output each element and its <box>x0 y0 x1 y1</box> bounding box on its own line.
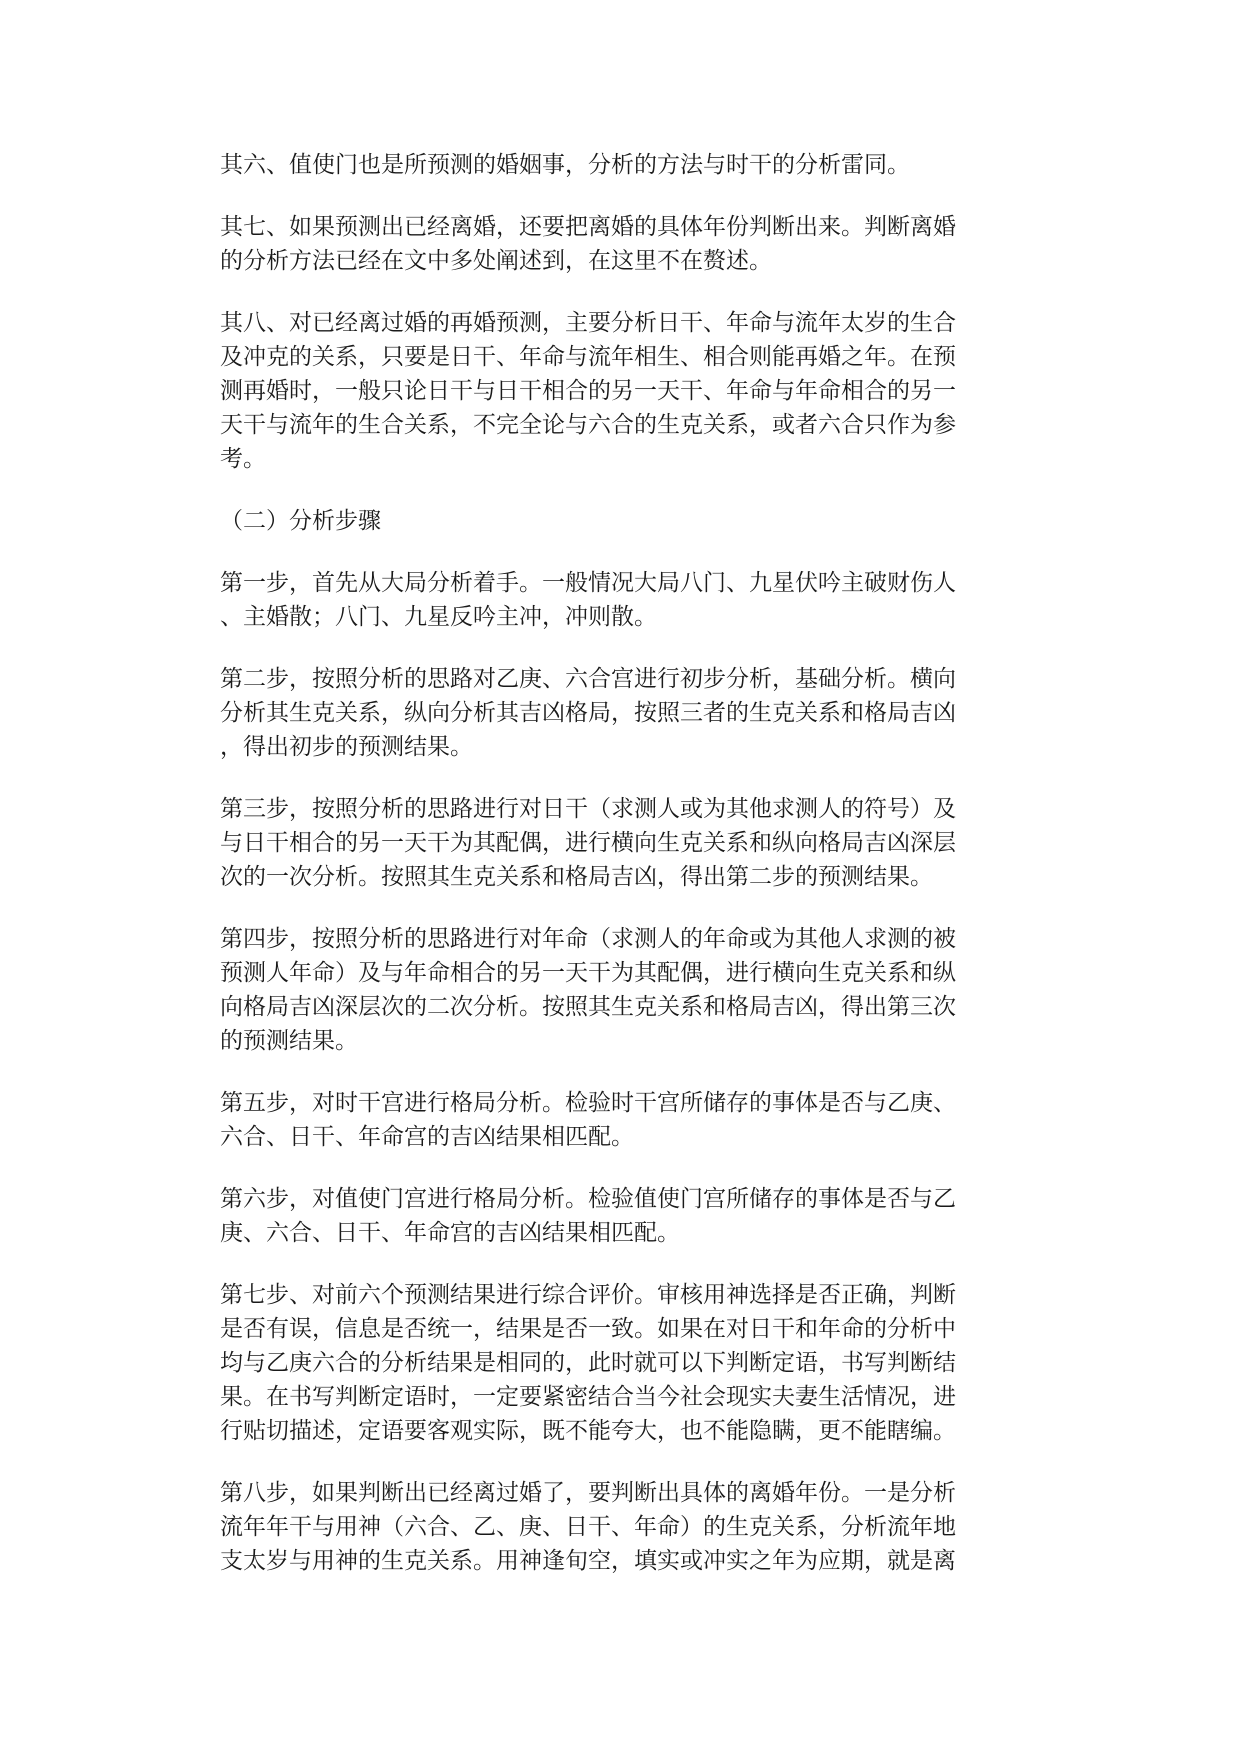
text-line: 支太岁与用神的生克关系。用神逢旬空，填实或冲实之年为应期，就是离 <box>220 1548 956 1574</box>
text-line: 与日干相合的另一天干为其配偶，进行横向生克关系和纵向格局吉凶深层 <box>220 830 956 856</box>
text-line: 其八、对已经离过婚的再婚预测，主要分析日干、年命与流年太岁的生合 <box>220 310 956 336</box>
text-line: 天干与流年的生合关系，不完全论与六合的生克关系，或者六合只作为参 <box>220 412 956 438</box>
paragraph-p7 <box>220 210 1022 278</box>
text-line: 预测人年命）及与年命相合的另一天干为其配偶，进行横向生克关系和纵 <box>220 960 956 986</box>
text-line: 第七步、对前六个预测结果进行综合评价。审核用神选择是否正确，判断 <box>220 1282 956 1308</box>
text-line: 均与乙庚六合的分析结果是相同的，此时就可以下判断定语，书写判断结 <box>220 1350 956 1376</box>
paragraph-step7 <box>220 1278 1022 1448</box>
text-line: 行贴切描述，定语要客观实际，既不能夸大，也不能隐瞒，更不能瞎编。 <box>220 1418 956 1444</box>
text-line: 次的一次分析。按照其生克关系和格局吉凶，得出第二步的预测结果。 <box>220 864 933 890</box>
text-line: 向格局吉凶深层次的二次分析。按照其生克关系和格局吉凶，得出第三次 <box>220 994 956 1020</box>
text-line: 六合、日干、年命宫的吉凶结果相匹配。 <box>220 1124 634 1150</box>
paragraph-step1 <box>220 566 1022 634</box>
text-line: 果。在书写判断定语时，一定要紧密结合当今社会现实夫妻生活情况，进 <box>220 1384 956 1410</box>
paragraph-step5 <box>220 1086 1022 1154</box>
document-body <box>220 148 1022 1606</box>
text-line: 第三步，按照分析的思路进行对日干（求测人或为其他求测人的符号）及 <box>220 796 956 822</box>
text-line: 分析其生克关系，纵向分析其吉凶格局，按照三者的生克关系和格局吉凶 <box>220 700 956 726</box>
paragraph-step6 <box>220 1182 1022 1250</box>
text-line: 、主婚散；八门、九星反吟主冲，冲则散。 <box>220 604 657 630</box>
text-line: 是否有误，信息是否统一，结果是否一致。如果在对日干和年命的分析中 <box>220 1316 956 1342</box>
text-line: 测再婚时，一般只论日干与日干相合的另一天干、年命与年命相合的另一 <box>220 378 956 404</box>
paragraph-step2 <box>220 662 1022 764</box>
text-line: 及冲克的关系，只要是日干、年命与流年相生、相合则能再婚之年。在预 <box>220 344 956 370</box>
text-line: 庚、六合、日干、年命宫的吉凶结果相匹配。 <box>220 1220 680 1246</box>
text-line: 第五步，对时干宫进行格局分析。检验时干宫所储存的事体是否与乙庚、 <box>220 1090 956 1116</box>
text-line: 第六步，对值使门宫进行格局分析。检验值使门宫所储存的事体是否与乙 <box>220 1186 956 1212</box>
text-line: 其六、值使门也是所预测的婚姻事，分析的方法与时干的分析雷同。 <box>220 152 910 178</box>
text-line: 的分析方法已经在文中多处阐述到，在这里不在赘述。 <box>220 248 772 274</box>
paragraph-step4 <box>220 922 1022 1058</box>
text-line: 第二步，按照分析的思路对乙庚、六合宫进行初步分析，基础分析。横向 <box>220 666 956 692</box>
text-line: （二）分析步骤 <box>220 508 381 534</box>
text-line: 流年年干与用神（六合、乙、庚、日干、年命）的生克关系，分析流年地 <box>220 1514 956 1540</box>
text-line: 的预测结果。 <box>220 1028 358 1054</box>
text-line: 考。 <box>220 446 266 472</box>
paragraph-step8 <box>220 1476 1022 1578</box>
paragraph-p6 <box>220 148 1022 182</box>
text-line: 其七、如果预测出已经离婚，还要把离婚的具体年份判断出来。判断离婚 <box>220 214 956 240</box>
paragraph-step3 <box>220 792 1022 894</box>
text-line: 第一步，首先从大局分析着手。一般情况大局八门、九星伏吟主破财伤人 <box>220 570 956 596</box>
text-line: 第四步，按照分析的思路进行对年命（求测人的年命或为其他人求测的被 <box>220 926 956 952</box>
paragraph-section2 <box>220 504 1022 538</box>
text-line: 第八步，如果判断出已经离过婚了，要判断出具体的离婚年份。一是分析 <box>220 1480 956 1506</box>
text-line: ，得出初步的预测结果。 <box>220 734 473 760</box>
paragraph-p8 <box>220 306 1022 476</box>
